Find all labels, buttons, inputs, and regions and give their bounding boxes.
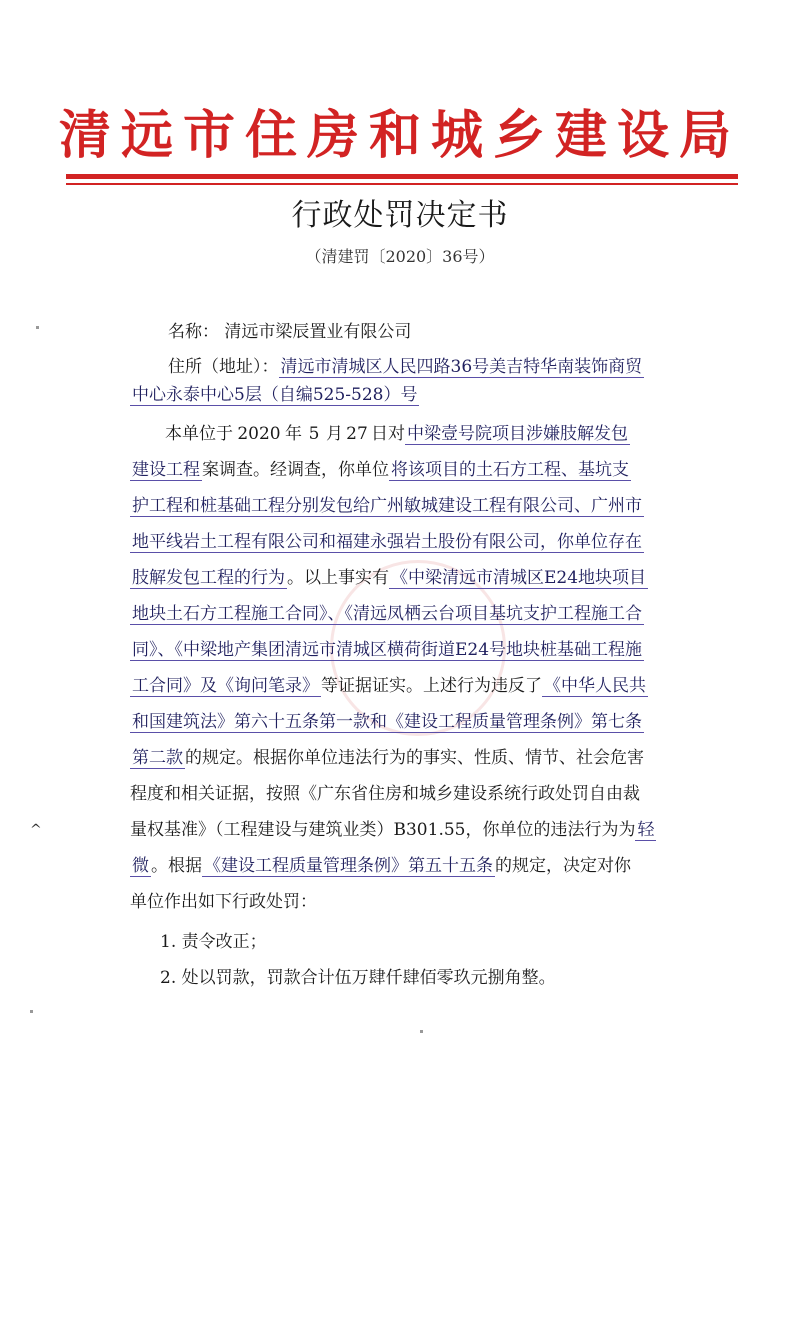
body-line-13 xyxy=(130,852,678,880)
evidence-list-1: 《中梁清远市清城区E24地块项目 xyxy=(391,568,647,588)
issuing-authority: 清远市住房和城乡建设局 xyxy=(59,105,742,166)
party-address-line xyxy=(168,353,678,381)
red-rule-thin xyxy=(66,183,738,185)
body-line-10 xyxy=(130,744,678,772)
body-line-7 xyxy=(130,636,678,664)
party-name-line xyxy=(168,318,678,346)
party-address-label: 住所（地址）： xyxy=(168,357,279,377)
violated-law-1: 《中华人民共 xyxy=(544,676,646,696)
violation-desc-1: 将该项目的土石方工程、基坑支 xyxy=(391,460,629,480)
body-line-14 xyxy=(130,888,678,916)
body-line-6 xyxy=(130,600,678,628)
document-title: 行政处罚决定书 xyxy=(291,198,509,233)
scan-speck xyxy=(36,326,39,329)
text-span: 案调查。经调查，你单位 xyxy=(202,460,389,480)
scan-speck xyxy=(420,1030,423,1033)
date-month: 5 xyxy=(302,420,326,448)
text-span: 。以上事实有 xyxy=(287,568,389,588)
severity-part-2: 微 xyxy=(132,856,149,876)
case-name-part-2: 建设工程 xyxy=(132,460,200,480)
violated-law-2: 和国建筑法》第六十五条第一款和《建设工程质量管理条例》第七条 xyxy=(132,712,642,732)
body-line-11 xyxy=(130,780,678,808)
violated-law-3: 第二款 xyxy=(132,748,183,768)
party-address-line-2 xyxy=(130,381,678,409)
evidence-list-2: 地块土石方工程施工合同》、《清远凤栖云台项目基坑支护工程施工合 xyxy=(132,604,642,624)
evidence-list-4: 工合同》及《询问笔录》 xyxy=(132,676,319,696)
text-span: 量权基准》（工程建设与建筑业类）B301.55，你单位的违法行为为 xyxy=(130,820,636,840)
text-span: 月 xyxy=(326,424,343,444)
text-span: 日对 xyxy=(371,424,405,444)
text-span: 单位作出如下行政处罚： xyxy=(130,892,317,912)
body-line-12 xyxy=(130,816,678,844)
party-address-value-2: 中心永泰中心5层（自编525-528）号 xyxy=(132,385,418,405)
text-span: 的规定。根据你单位违法行为的事实、性质、情节、社会危害 xyxy=(185,748,644,768)
text-span: 程度和相关证据，按照《广东省住房和城乡建设系统行政处罚自由裁 xyxy=(130,784,640,804)
text-span: 等证据证实。上述行为违反了 xyxy=(321,676,542,696)
penalty-item-1: 1. 责令改正； xyxy=(160,932,267,952)
body-line-3 xyxy=(130,492,678,520)
text-span: 。根据 xyxy=(151,856,202,876)
party-address-value-1: 清远市清城区人民四路36号美吉特华南装饰商贸 xyxy=(280,357,643,377)
red-rule-thick xyxy=(66,174,738,179)
severity-part-1: 轻 xyxy=(637,820,655,840)
document-number: （清建罚〔2020〕36号） xyxy=(305,247,495,266)
penalty-item-2: 2. 处以罚款，罚款合计伍万肆仟肆佰零玖元捌角整。 xyxy=(160,968,556,988)
text-span: 的规定，决定对你 xyxy=(495,856,631,876)
body-line-8 xyxy=(130,672,678,700)
party-name-label: 名称： xyxy=(168,322,219,342)
penalty-basis: 《建设工程质量管理条例》第五十五条 xyxy=(204,856,493,876)
text-span: 本单位于 xyxy=(165,424,233,444)
body-line-4 xyxy=(130,528,678,556)
party-name-value: 清远市梁辰置业有限公司 xyxy=(224,322,412,342)
violation-desc-2: 护工程和桩基础工程分别发包给广州敏城建设工程有限公司、广州市 xyxy=(132,496,642,516)
body-line-5 xyxy=(130,564,678,592)
date-year: 2020 xyxy=(233,420,285,448)
evidence-list-3: 同》、《中梁地产集团清远市清城区横荷街道E24号地块桩基础工程施 xyxy=(132,640,643,660)
scan-speck xyxy=(30,1010,33,1013)
scan-mark-caret: ^ xyxy=(30,822,42,838)
body-line-9 xyxy=(130,708,678,736)
body-line-1 xyxy=(165,420,680,448)
date-day: 27 xyxy=(343,420,371,448)
violation-desc-3: 地平线岩土工程有限公司和福建永强岩土股份有限公司，你单位存在 xyxy=(132,532,642,552)
body-line-2 xyxy=(130,456,678,484)
case-name-part-1: 中梁壹号院项目涉嫌肢解发包 xyxy=(407,424,628,444)
party-name-field xyxy=(224,318,654,346)
violation-desc-4: 肢解发包工程的行为 xyxy=(132,568,285,588)
text-span: 年 xyxy=(285,424,302,444)
